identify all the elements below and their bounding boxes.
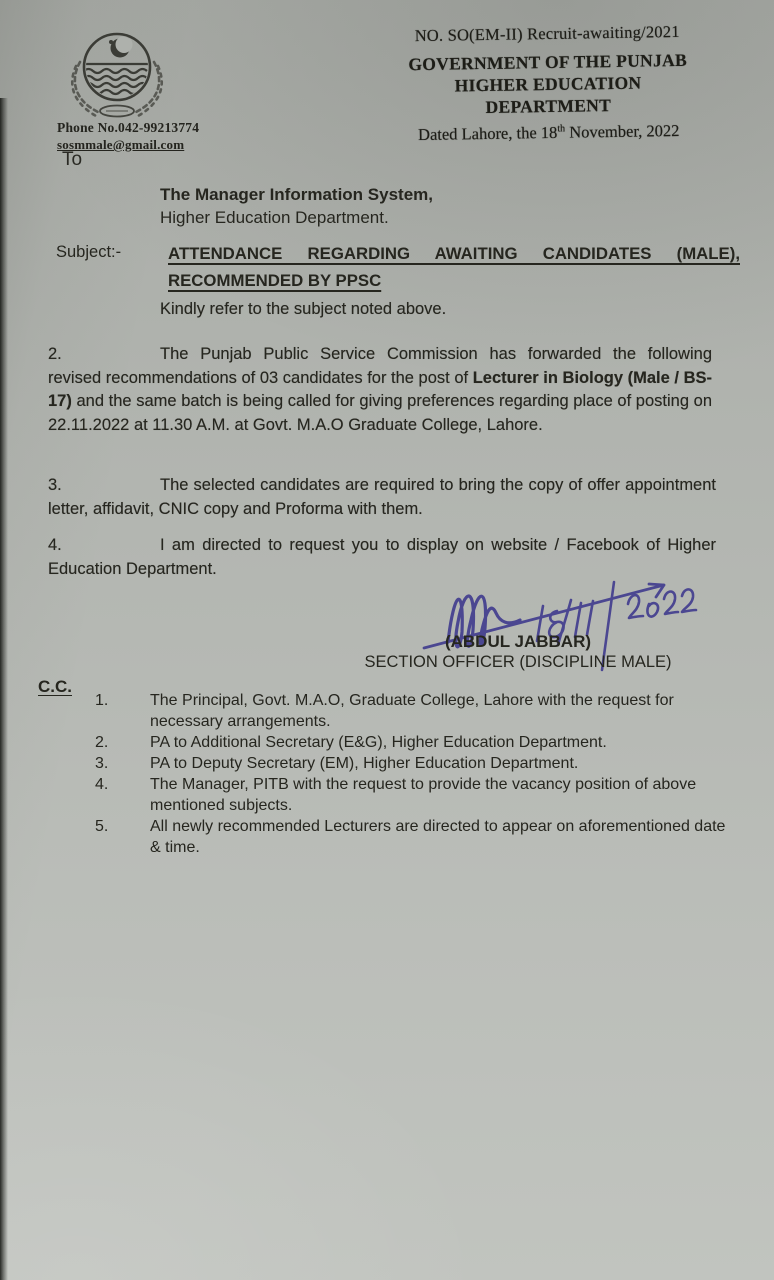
cc-item-number: 3. (95, 755, 109, 772)
cc-item (95, 774, 735, 816)
punjab-government-crest-logo (58, 28, 176, 122)
paragraph-4 (48, 534, 716, 581)
paragraph-2-number: 2. (48, 345, 62, 363)
cc-label: C.C. (38, 677, 72, 696)
paragraph-2 (48, 343, 712, 437)
paragraph-4-number: 4. (48, 536, 62, 554)
date-text-tail: November, 2022 (564, 120, 680, 142)
crest-icon (58, 28, 176, 122)
cc-item-number: 5. (95, 818, 109, 835)
paragraph-3-text: The selected candidates are required to bring the copy of offer appointment letter, affidavit, CNIC copy and Proforma with them. (48, 476, 716, 518)
paragraph-3-number: 3. (48, 476, 62, 494)
scan-edge-shadow (0, 98, 8, 1280)
paragraph-3 (48, 474, 716, 521)
cc-item (95, 690, 735, 732)
signatory-title: SECTION OFFICER (DISCIPLINE MALE) (364, 653, 672, 671)
subject-line1: ATTENDANCE REGARDING AWAITING CANDIDATES (MALE), (168, 244, 740, 263)
letterhead (391, 22, 705, 146)
cc-item-text: PA to Additional Secretary (E&G), Higher Education Department. (150, 734, 607, 751)
cc-item-text: The Manager, PITB with the request to provide the vacancy position of above mentioned subjects. (150, 776, 697, 814)
phone-number: Phone No.042-99213774 (57, 120, 200, 135)
letter-date (393, 121, 705, 146)
cc-item-text: All newly recommended Lecturers are directed to appear on aforementioned date & time. (150, 818, 726, 856)
cc-item-text: PA to Deputy Secretary (EM), Higher Education Department. (150, 755, 579, 772)
date-text: Dated Lahore, the 18 (417, 122, 558, 145)
date-ordinal-suffix: th (557, 123, 566, 135)
department-name: HIGHER EDUCATION DEPARTMENT (454, 72, 642, 117)
paragraph-2-bold: Lecturer in Biology (Male / BS-17) (48, 368, 712, 410)
cc-item (95, 753, 735, 774)
government-name: GOVERNMENT OF THE PUNJAB (408, 49, 688, 75)
to-label: To (62, 149, 83, 170)
signatory-name: (ABDUL JABBAR) (444, 632, 592, 651)
cc-list (95, 690, 735, 858)
intro-paragraph: Kindly refer to the subject noted above. (160, 300, 447, 318)
cc-item-number: 2. (95, 734, 109, 751)
cc-item-number: 4. (95, 776, 109, 793)
addressee-line2: Higher Education Department. (160, 207, 389, 227)
addressee-line1: The Manager Information System, (160, 185, 433, 204)
reference-number: NO. SO(EM-II) Recruit-awaiting/2021 (414, 21, 680, 46)
subject-label: Subject:- (56, 243, 122, 261)
cc-item (95, 816, 735, 858)
cc-item (95, 732, 735, 753)
paragraph-4-text: I am directed to request you to display on website / Facebook of Higher Education Department. (48, 536, 716, 578)
cc-item-text: The Principal, Govt. M.A.O, Graduate College, Lahore with the request for necessary arrangements. (150, 692, 674, 730)
email-address: sosmmale@gmail.com (57, 137, 185, 152)
subject-text (168, 241, 740, 294)
subject-line2: RECOMMENDED BY PPSC (168, 270, 382, 290)
paragraph-2-text: The Punjab Public Service Commission has forwarded the following revised recommendations of 03 candidates for the post of (48, 345, 712, 387)
signatory-block (340, 632, 696, 672)
paragraph-2-text-tail: and the same batch is being called for giving preferences regarding place of posting on 22.11.2022 at 11.30 A.M. at Govt. M.A.O Graduate College, Lahore. (48, 392, 712, 434)
addressee-block (160, 184, 433, 229)
cc-item-number: 1. (95, 692, 109, 709)
